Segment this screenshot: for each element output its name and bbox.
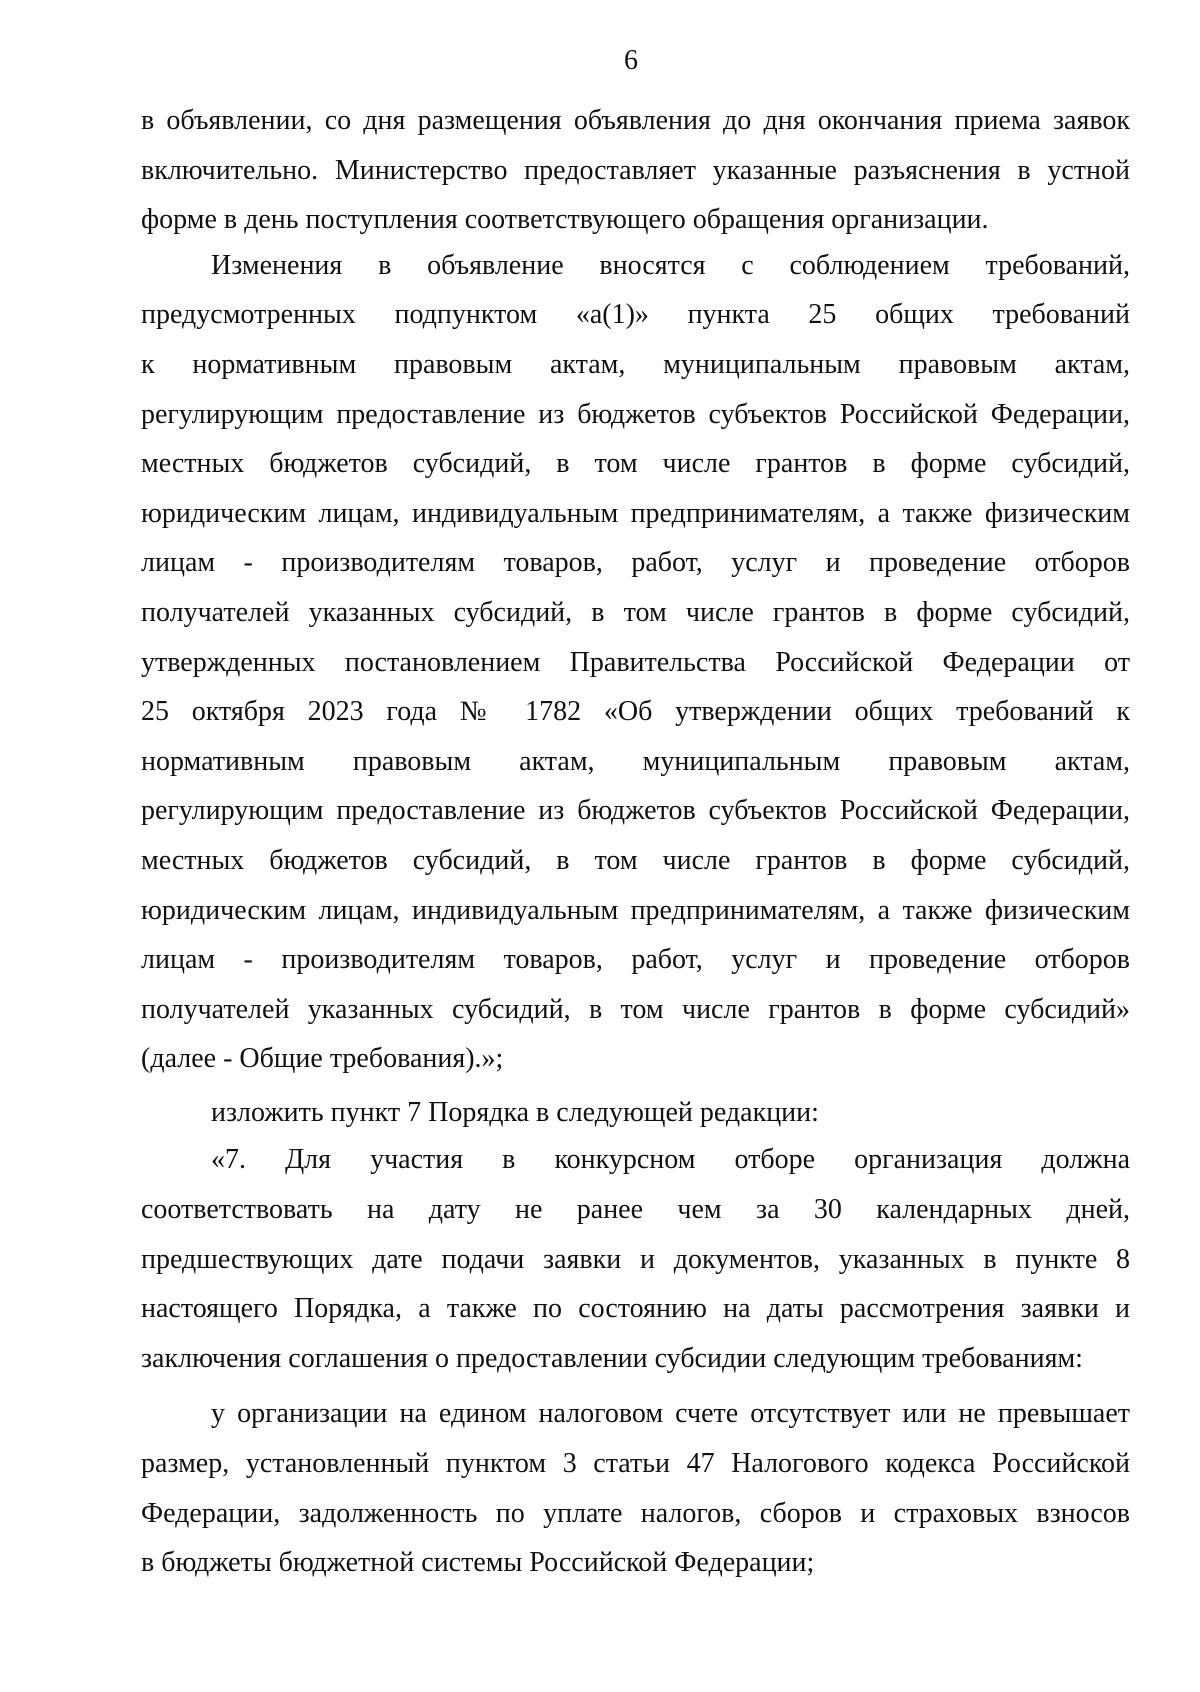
paragraph [141, 1088, 1130, 1138]
text-line: нормативным правовым актам, муниципальным правовым актам, [141, 745, 1130, 777]
text-line: размер, установленный пунктом 3 статьи 47 Налогового кодекса Российской [141, 1448, 1130, 1480]
text-line: у организации на едином налоговом счете отсутствует или не превышает [211, 1398, 1130, 1430]
paragraph [141, 1389, 1130, 1587]
text-line: (далее - Общие требования).»; [141, 1043, 504, 1075]
text-line: предусмотренных подпунктом «а(1)» пункта 25 общих требований [141, 299, 1130, 331]
page-number: 6 [624, 45, 638, 76]
text-line: заключения соглашения о предоставлении субсидии следующим требованиям: [141, 1342, 1083, 1374]
text-line: настоящего Порядка, а также по состоянию на даты рассмотрения заявки и [141, 1293, 1130, 1325]
text-line: включительно. Министерство предоставляет указанные разъяснения в устной [141, 154, 1130, 186]
text-line: 25 октября 2023 года № 1782 «Об утверждении общих требований к [141, 696, 1130, 728]
text-line: местных бюджетов субсидий, в том числе грантов в форме субсидий, [141, 448, 1130, 480]
text-line: местных бюджетов субсидий, в том числе грантов в форме субсидий, [141, 844, 1130, 876]
text-line: регулирующим предоставление из бюджетов субъектов Российской Федерации, [141, 795, 1130, 827]
text-line: юридическим лицам, индивидуальным предпринимателям, а также физическим [141, 894, 1130, 926]
paragraph [141, 1135, 1130, 1383]
text-line: в объявлении, со дня размещения объявления до дня окончания приема заявок [141, 105, 1130, 136]
text-line: к нормативным правовым актам, муниципальным правовым актам, [141, 348, 1130, 380]
text-line: «7. Для участия в конкурсном отборе организация должна [211, 1144, 1130, 1176]
text-line: Изменения в объявление вносятся с соблюдением требований, [211, 249, 1130, 281]
text-line: утвержденных постановлением Правительства Российской Федерации от [141, 646, 1130, 678]
text-line: соответствовать на дату не ранее чем за 30 календарных дней, [141, 1194, 1130, 1226]
text-line: изложить пункт 7 Порядка в следующей редакции: [211, 1096, 819, 1128]
text-line: получателей указанных субсидий, в том числе грантов в форме субсидий, [141, 596, 1130, 628]
text-line: получателей указанных субсидий, в том числе грантов в форме субсидий» [141, 993, 1130, 1025]
text-line: лицам - производителям товаров, работ, услуг и проведение отборов [141, 944, 1130, 976]
text-line: предшествующих дате подачи заявки и документов, указанных в пункте 8 [141, 1243, 1130, 1275]
text-line: лицам - производителям товаров, работ, услуг и проведение отборов [141, 547, 1130, 579]
paragraph [141, 241, 1130, 1084]
text-line: Федерации, задолженность по уплате налогов, сборов и страховых взносов [141, 1497, 1130, 1529]
document-body [141, 96, 1130, 1588]
text-line: форме в день поступления соответствующего обращения организации. [141, 204, 989, 236]
paragraph [141, 96, 1130, 245]
text-line: регулирующим предоставление из бюджетов субъектов Российской Федерации, [141, 398, 1130, 430]
text-line: юридическим лицам, индивидуальным предпринимателям, а также физическим [141, 497, 1130, 529]
text-line: в бюджеты бюджетной системы Российской Федерации; [141, 1547, 815, 1579]
